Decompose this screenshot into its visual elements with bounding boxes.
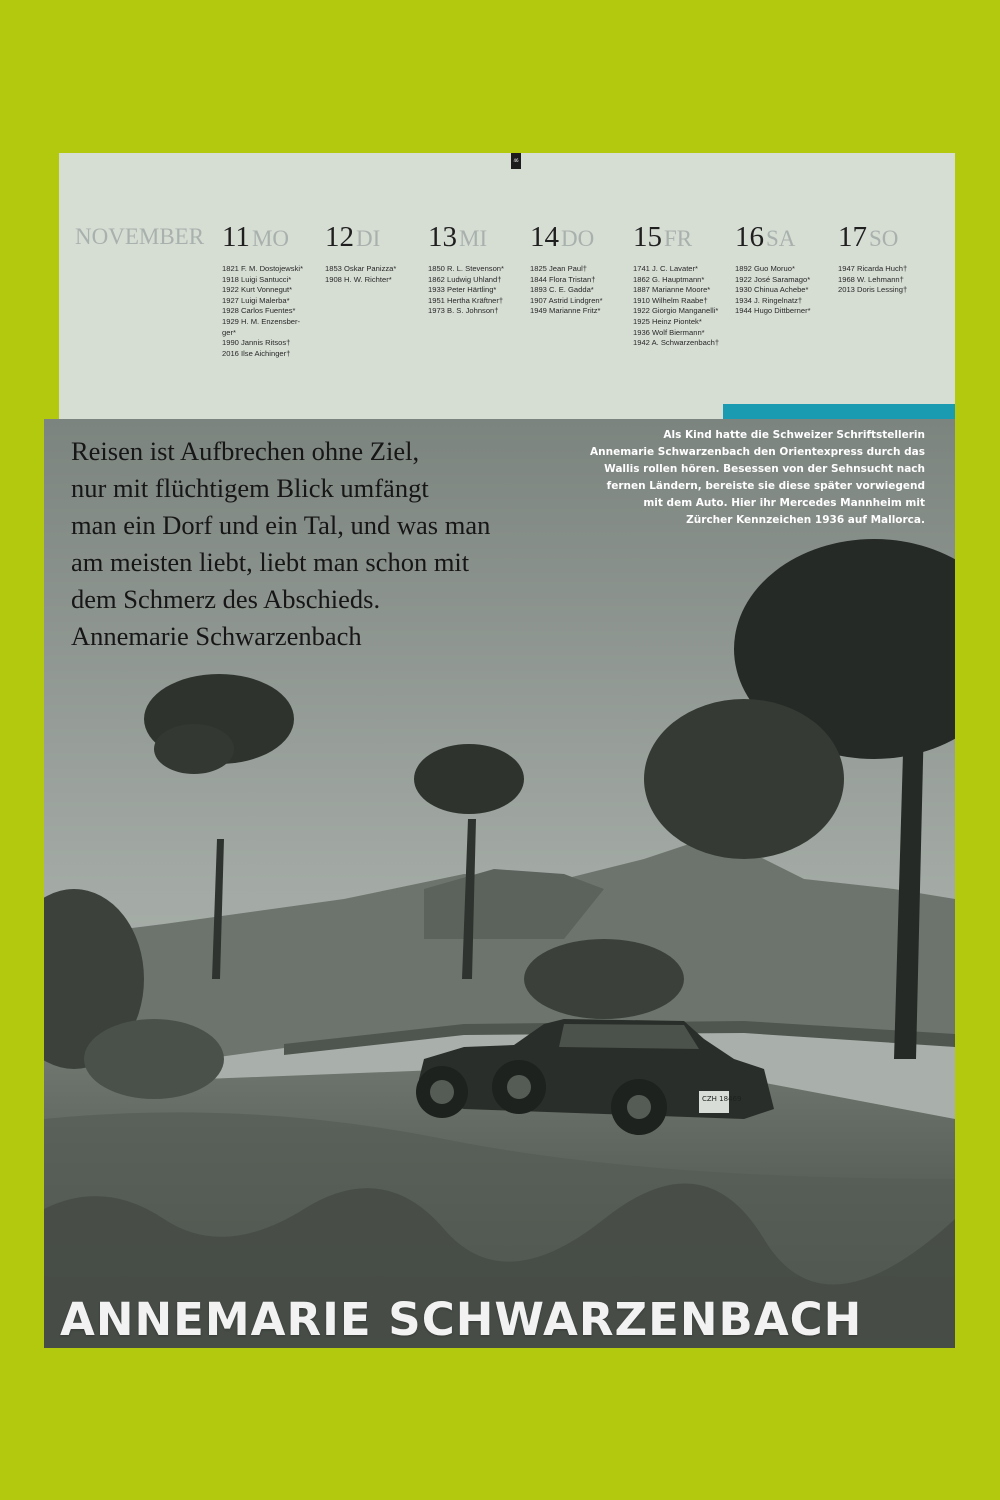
calendar-entry: 1968 W. Lehmann†	[838, 274, 904, 284]
caption-line: fernen Ländern, bereiste sie diese später vorwiegend	[606, 480, 925, 492]
calendar-entry: 1947 Ricarda Huch†	[838, 264, 908, 273]
calendar-entry: 1844 Flora Tristan†	[530, 274, 596, 284]
calendar-entry: 1910 Wilhelm Raabe†	[633, 295, 708, 305]
calendar-entry: 1922 Kurt Vonnegut*	[222, 285, 293, 295]
day-number: 14	[530, 221, 559, 253]
day-column-fr	[633, 222, 725, 349]
day-name: DI	[356, 226, 381, 251]
calendar-entry: 1942 A. Schwarzenbach†	[633, 338, 720, 348]
calendar-entry: 1821 F. M. Dostojewski*	[222, 264, 304, 273]
quote-line: am meisten liebt, liebt man schon mit	[71, 547, 470, 577]
calendar-entry: 1925 Heinz Piontek*	[633, 316, 702, 326]
day-name: FR	[664, 226, 693, 251]
caption-line: Als Kind hatte die Schweizer Schriftstellerin	[663, 429, 925, 441]
quote-line: Reisen ist Aufbrechen ohne Ziel,	[71, 436, 420, 466]
calendar-entry: 1934 J. Ringelnatz†	[735, 295, 803, 305]
calendar-entry: 1936 Wolf Biermann*	[633, 327, 705, 337]
calendar-entry: 1929 H. M. Enzensber-ger*	[222, 316, 301, 337]
day-column-do	[530, 222, 622, 317]
calendar-entry: 1922 José Saramago*	[735, 274, 811, 284]
day-number: 11	[222, 221, 250, 253]
calendar-entry: 1853 Oskar Panizza*	[325, 264, 397, 273]
calendar-entry: 1862 Ludwig Uhland†	[428, 274, 502, 284]
day-column-di	[325, 222, 417, 285]
photograph	[44, 419, 955, 1348]
calendar-entry: 1887 Marianne Moore*	[633, 285, 711, 295]
quote-line: nur mit flüchtigem Blick umfängt	[71, 473, 429, 503]
day-name: DO	[561, 226, 595, 251]
license-plate: CZH 18469	[702, 1095, 742, 1103]
day-number: 17	[838, 221, 867, 253]
page-title: ANNEMARIE SCHWARZENBACH	[60, 1293, 863, 1346]
calendar-entry: 1825 Jean Paul†	[530, 264, 588, 273]
quote	[71, 433, 611, 655]
calendar-entry: 1741 J. C. Lavater*	[633, 264, 699, 273]
calendar-entry: 1922 Giorgio Manganelli*	[633, 306, 719, 316]
calendar-entry: 1990 Jannis Ritsos†	[222, 338, 291, 348]
calendar-entry: 1973 B. S. Johnson†	[428, 306, 499, 316]
calendar-entry: 1907 Astrid Lindgren*	[530, 295, 603, 305]
calendar-entry: 2013 Doris Lessing†	[838, 285, 908, 295]
caption-line: Annemarie Schwarzenbach den Orientexpress durch das	[590, 446, 925, 458]
calendar-entry: 1930 Chinua Achebe*	[735, 285, 809, 295]
caption-line: Zürcher Kennzeichen 1936 auf Mallorca.	[686, 514, 925, 526]
day-name: MI	[459, 226, 488, 251]
quote-line: dem Schmerz des Abschieds.	[71, 584, 381, 614]
week-number-badge: 46	[511, 153, 521, 169]
photo-caption	[585, 427, 925, 529]
calendar-entry: 1928 Carlos Fuentes*	[222, 306, 296, 316]
quote-author: Annemarie Schwarzenbach	[71, 621, 362, 651]
calendar-entry: 1862 G. Hauptmann*	[633, 274, 705, 284]
day-column-mo	[222, 222, 314, 359]
calendar-entry: 1944 Hugo Dittberner*	[735, 306, 811, 316]
calendar-entry: 2016 Ilse Aichinger†	[222, 348, 291, 358]
day-number: 12	[325, 221, 354, 253]
day-number: 15	[633, 221, 662, 253]
calendar-entry: 1893 C. E. Gadda*	[530, 285, 594, 295]
calendar-entry: 1949 Marianne Fritz*	[530, 306, 601, 316]
calendar-entry: 1850 R. L. Stevenson*	[428, 264, 504, 273]
caption-line: mit dem Auto. Hier ihr Mercedes Mannheim mit	[643, 497, 925, 509]
calendar-entry: 1892 Guo Moruo*	[735, 264, 795, 273]
day-name: SO	[869, 226, 899, 251]
calendar-entry: 1951 Hertha Kräftner†	[428, 295, 504, 305]
day-column-sa	[735, 222, 827, 317]
quote-line: man ein Dorf und ein Tal, und was man	[71, 510, 491, 540]
calendar-entry: 1927 Luigi Malerba*	[222, 295, 290, 305]
accent-bar	[723, 404, 955, 419]
month-label: NOVEMBER	[75, 224, 205, 249]
calendar-entry: 1908 H. W. Richter*	[325, 274, 392, 284]
day-name: MO	[251, 226, 289, 251]
day-number: 13	[428, 221, 457, 253]
calendar-entry: 1918 Luigi Santucci*	[222, 274, 292, 284]
day-number: 16	[735, 221, 764, 253]
calendar-entry: 1933 Peter Härtling*	[428, 285, 497, 295]
caption-line: Wallis rollen hören. Besessen von der Sehnsucht nach	[604, 463, 925, 475]
day-column-so	[838, 222, 930, 296]
day-column-mi	[428, 222, 520, 317]
day-name: SA	[766, 226, 796, 251]
